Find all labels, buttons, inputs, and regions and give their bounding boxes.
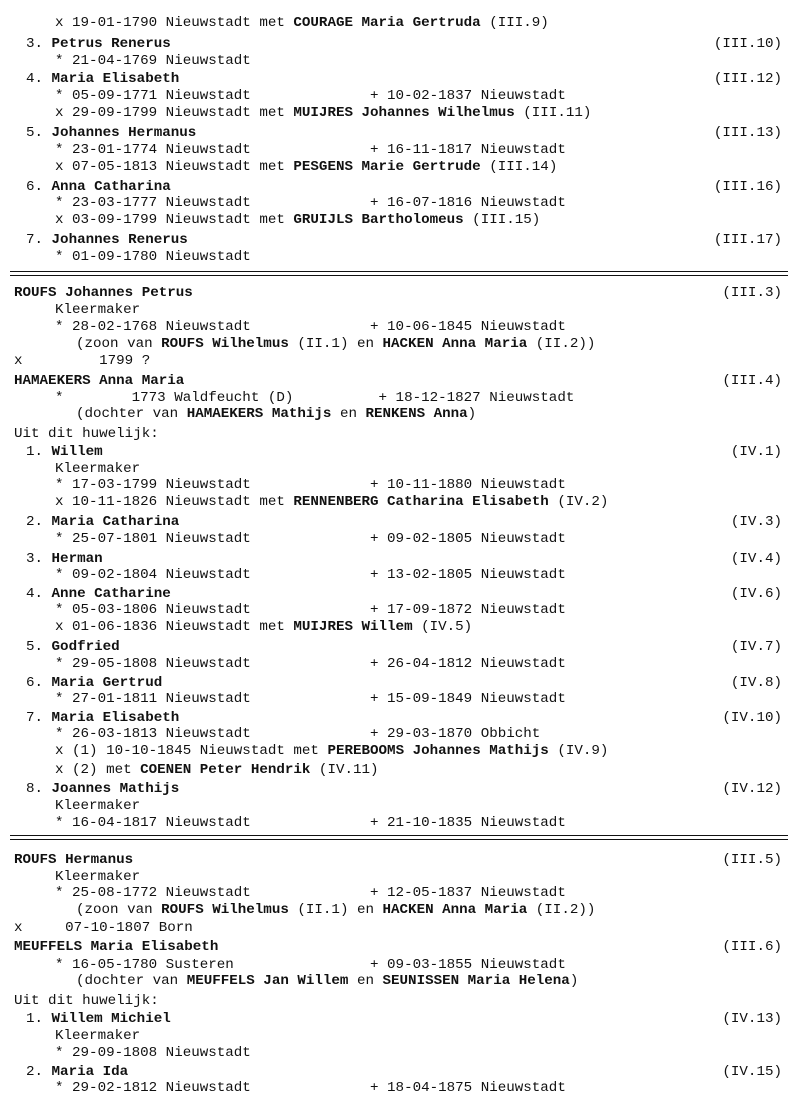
entry-text: 5. <box>26 125 52 141</box>
entry-text: (III.15) <box>463 212 541 228</box>
entry-line <box>14 920 193 937</box>
person-name: Anna Catharina <box>51 179 171 195</box>
entry-text: (III.9) <box>480 15 549 31</box>
entry-line <box>55 249 251 266</box>
entry-text: * 17-03-1799 Nieuwstadt + 10-11-1880 Nieuwstadt <box>55 477 566 493</box>
entry-line <box>26 675 162 692</box>
reference-code: (III.5) <box>722 852 782 868</box>
entry-line <box>76 336 595 353</box>
entry-line <box>55 53 251 70</box>
entry-line <box>76 902 595 919</box>
entry-text: ) <box>569 973 579 989</box>
entry-text: 6. <box>26 675 52 691</box>
entry-line <box>55 957 566 974</box>
person-name: Petrus Renerus <box>51 36 171 52</box>
person-name: RENNENBERG Catharina Elisabeth <box>293 494 549 510</box>
entry-text: Kleermaker <box>55 798 141 814</box>
entry-line <box>55 15 549 32</box>
entry-line <box>55 142 566 159</box>
person-name: Godfried <box>51 639 120 655</box>
entry-line <box>14 285 193 302</box>
reference-code: (IV.3) <box>730 514 782 530</box>
entry-text: (II.2)) <box>527 902 596 918</box>
person-name: COURAGE Maria Gertruda <box>293 15 481 31</box>
entry-line <box>55 1045 251 1062</box>
entry-text: Uit dit huwelijk: <box>14 426 159 442</box>
entry-line <box>26 710 179 727</box>
entry-text: x 10-11-1826 Nieuwstadt met <box>55 494 294 510</box>
entry-line <box>14 939 218 956</box>
entry-text: ) <box>467 406 477 422</box>
entry-text: Uit dit huwelijk: <box>14 993 159 1009</box>
entry-line <box>55 619 472 636</box>
reference-code: (III.3) <box>722 285 782 301</box>
entry-text: * 28-02-1768 Nieuwstadt + 10-06-1845 Nieuwstadt <box>55 319 566 335</box>
reference-code: (IV.10) <box>722 710 782 726</box>
entry-line <box>55 88 566 105</box>
entry-line <box>55 477 566 494</box>
entry-text: 1. <box>26 444 52 460</box>
person-name: SEUNISSEN Maria Helena <box>382 973 570 989</box>
entry-text: * 23-01-1774 Nieuwstadt + 16-11-1817 Nieuwstadt <box>55 142 566 158</box>
entry-line <box>55 656 566 673</box>
entry-text: en <box>331 406 366 422</box>
person-name: MUIJRES Johannes Wilhelmus <box>293 105 515 121</box>
entry-text: x 1799 ? <box>14 353 151 369</box>
entry-line <box>55 691 566 708</box>
entry-text: * 25-08-1772 Nieuwstadt + 12-05-1837 Nieuwstadt <box>55 885 566 901</box>
entry-text: en <box>348 973 383 989</box>
entry-line <box>14 353 150 370</box>
person-name: MEUFFELS Maria Elisabeth <box>14 939 219 955</box>
entry-line <box>55 302 140 319</box>
reference-code: (III.17) <box>713 232 782 248</box>
entry-line <box>55 461 140 478</box>
entry-text: Kleermaker <box>55 461 141 477</box>
entry-line <box>55 1080 566 1097</box>
entry-line <box>76 406 476 423</box>
entry-text: (II.1) en <box>288 902 383 918</box>
entry-text: * 1773 Waldfeucht (D) + 18-12-1827 Nieuwstadt <box>55 390 575 406</box>
entry-line <box>55 319 566 336</box>
entry-text: x (2) met <box>55 762 141 778</box>
entry-text: (IV.5) <box>412 619 473 635</box>
reference-code: (IV.7) <box>730 639 782 655</box>
entry-text: (II.2)) <box>527 336 596 352</box>
reference-code: (IV.6) <box>730 586 782 602</box>
entry-text: x 07-05-1813 Nieuwstadt met <box>55 159 294 175</box>
person-name: Maria Gertrud <box>51 675 163 691</box>
entry-text: * 23-03-1777 Nieuwstadt + 16-07-1816 Nieuwstadt <box>55 195 566 211</box>
entry-text: * 29-09-1808 Nieuwstadt <box>55 1045 251 1061</box>
person-name: ROUFS Wilhelmus <box>161 902 289 918</box>
entry-line <box>55 743 608 760</box>
entry-line <box>14 426 159 443</box>
reference-code: (IV.12) <box>722 781 782 797</box>
entry-line <box>55 494 608 511</box>
entry-text: 3. <box>26 36 52 52</box>
entry-line <box>26 1064 128 1081</box>
reference-code: (IV.1) <box>730 444 782 460</box>
entry-line <box>26 232 188 249</box>
entry-text: * 29-02-1812 Nieuwstadt + 18-04-1875 Nieuwstadt <box>55 1080 566 1096</box>
person-name: HACKEN Anna Maria <box>382 336 528 352</box>
entry-line <box>26 639 120 656</box>
entry-text: (IV.9) <box>548 743 609 759</box>
entry-line <box>55 531 566 548</box>
section-divider <box>10 271 788 276</box>
reference-code: (III.6) <box>722 939 782 955</box>
entry-text: (IV.2) <box>548 494 609 510</box>
entry-line <box>26 444 103 461</box>
entry-text: 3. <box>26 551 52 567</box>
entry-text: 4. <box>26 586 52 602</box>
entry-line <box>26 586 171 603</box>
person-name: MUIJRES Willem <box>293 619 413 635</box>
entry-text: x 01-06-1836 Nieuwstadt met <box>55 619 294 635</box>
entry-text: x (1) 10-10-1845 Nieuwstadt met <box>55 743 328 759</box>
entry-text: Kleermaker <box>55 302 141 318</box>
entry-text: Kleermaker <box>55 1028 141 1044</box>
entry-line <box>14 852 133 869</box>
entry-line <box>55 869 140 886</box>
entry-line <box>26 179 171 196</box>
reference-code: (III.10) <box>713 36 782 52</box>
entry-line <box>55 567 566 584</box>
entry-text: x 03-09-1799 Nieuwstadt met <box>55 212 294 228</box>
entry-line <box>55 195 566 212</box>
entry-text: x 19-01-1790 Nieuwstadt met <box>55 15 294 31</box>
person-name: Anne Catharine <box>51 586 171 602</box>
entry-line <box>26 1011 171 1028</box>
entry-line <box>55 726 540 743</box>
entry-text: * 01-09-1780 Nieuwstadt <box>55 249 251 265</box>
person-name: Willem <box>51 444 103 460</box>
entry-text: * 29-05-1808 Nieuwstadt + 26-04-1812 Nieuwstadt <box>55 656 566 672</box>
person-name: PEREBOOMS Johannes Mathijs <box>327 743 549 759</box>
entry-text: 5. <box>26 639 52 655</box>
entry-text: x 07-10-1807 Born <box>14 920 193 936</box>
entry-line <box>55 1028 140 1045</box>
entry-text: 7. <box>26 232 52 248</box>
entry-line <box>26 36 171 53</box>
reference-code: (III.4) <box>722 373 782 389</box>
entry-text: * 05-03-1806 Nieuwstadt + 17-09-1872 Nieuwstadt <box>55 602 566 618</box>
entry-line <box>26 514 179 531</box>
reference-code: (IV.15) <box>722 1064 782 1080</box>
entry-text: (III.11) <box>514 105 592 121</box>
person-name: ROUFS Hermanus <box>14 852 134 868</box>
entry-line <box>26 781 179 798</box>
entry-line <box>55 212 540 229</box>
person-name: MEUFFELS Jan Willem <box>186 973 349 989</box>
reference-code: (III.12) <box>713 71 782 87</box>
person-name: HACKEN Anna Maria <box>382 902 528 918</box>
entry-text: * 05-09-1771 Nieuwstadt + 10-02-1837 Nieuwstadt <box>55 88 566 104</box>
entry-text: 7. <box>26 710 52 726</box>
person-name: PESGENS Marie Gertrude <box>293 159 481 175</box>
entry-text: (zoon van <box>76 336 162 352</box>
person-name: Maria Ida <box>51 1064 129 1080</box>
person-name: Joannes Mathijs <box>51 781 180 797</box>
person-name: Maria Elisabeth <box>51 71 180 87</box>
entry-line <box>55 159 557 176</box>
entry-text: (dochter van <box>76 406 187 422</box>
entry-text: (IV.11) <box>310 762 379 778</box>
person-name: ROUFS Johannes Petrus <box>14 285 193 301</box>
entry-text: * 16-04-1817 Nieuwstadt + 21-10-1835 Nieuwstadt <box>55 815 566 831</box>
entry-line <box>26 551 103 568</box>
entry-text: (zoon van <box>76 902 162 918</box>
person-name: Willem Michiel <box>51 1011 171 1027</box>
entry-text: Kleermaker <box>55 869 141 885</box>
person-name: HAMAEKERS Mathijs <box>186 406 332 422</box>
entry-text: * 27-01-1811 Nieuwstadt + 15-09-1849 Nieuwstadt <box>55 691 566 707</box>
entry-text: * 09-02-1804 Nieuwstadt + 13-02-1805 Nieuwstadt <box>55 567 566 583</box>
person-name: GRUIJLS Bartholomeus <box>293 212 464 228</box>
entry-line <box>55 390 574 407</box>
person-name: Johannes Hermanus <box>51 125 197 141</box>
reference-code: (III.16) <box>713 179 782 195</box>
entry-line <box>55 602 566 619</box>
entry-text: (II.1) en <box>288 336 383 352</box>
entry-text: 1. <box>26 1011 52 1027</box>
entry-text: 4. <box>26 71 52 87</box>
entry-line <box>26 125 196 142</box>
entry-text: (III.14) <box>480 159 558 175</box>
entry-line <box>26 71 179 88</box>
person-name: Maria Catharina <box>51 514 180 530</box>
entry-line <box>14 373 184 390</box>
entry-line <box>55 885 566 902</box>
entry-line <box>14 993 159 1010</box>
entry-text: * 25-07-1801 Nieuwstadt + 09-02-1805 Nieuwstadt <box>55 531 566 547</box>
person-name: Maria Elisabeth <box>51 710 180 726</box>
entry-text: 6. <box>26 179 52 195</box>
entry-text: * 16-05-1780 Susteren + 09-03-1855 Nieuwstadt <box>55 957 566 973</box>
entry-text: x 29-09-1799 Nieuwstadt met <box>55 105 294 121</box>
person-name: HAMAEKERS Anna Maria <box>14 373 185 389</box>
entry-text: 8. <box>26 781 52 797</box>
reference-code: (IV.13) <box>722 1011 782 1027</box>
reference-code: (III.13) <box>713 125 782 141</box>
entry-text: 2. <box>26 514 52 530</box>
entry-line <box>55 815 566 832</box>
person-name: COENEN Peter Hendrik <box>140 762 311 778</box>
section-divider <box>10 835 788 840</box>
person-name: ROUFS Wilhelmus <box>161 336 289 352</box>
reference-code: (IV.4) <box>730 551 782 567</box>
person-name: Johannes Renerus <box>51 232 188 248</box>
entry-text: 2. <box>26 1064 52 1080</box>
entry-line <box>55 798 140 815</box>
reference-code: (IV.8) <box>730 675 782 691</box>
entry-line <box>55 762 379 779</box>
person-name: Herman <box>51 551 103 567</box>
person-name: RENKENS Anna <box>365 406 468 422</box>
entry-line <box>55 105 591 122</box>
entry-text: * 21-04-1769 Nieuwstadt <box>55 53 251 69</box>
entry-line <box>76 973 578 990</box>
entry-text: * 26-03-1813 Nieuwstadt + 29-03-1870 Obbicht <box>55 726 541 742</box>
entry-text: (dochter van <box>76 973 187 989</box>
